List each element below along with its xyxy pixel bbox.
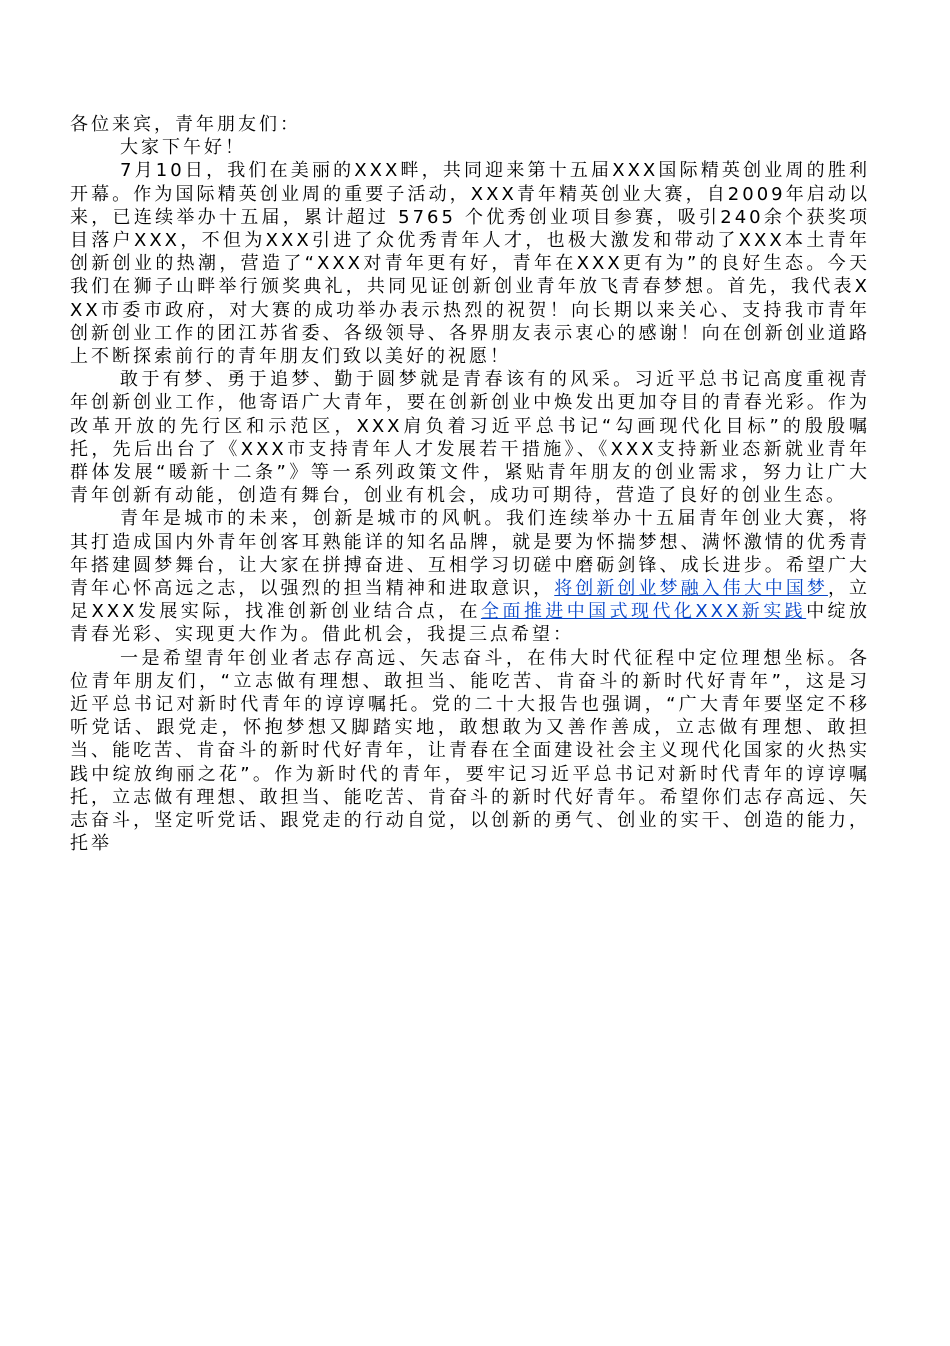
paragraph-hope-one: 一是希望青年创业者志存高远、矢志奋斗，在伟大时代征程中定位理想坐标。各位青年朋友们，“立志做有理想、敢担当、能吃苦、肯奋斗的新时代好青年”，这是习近平总书记对新时代青年的谆谆嘱托。党的二十大报告也强调，“广大青年要坚定不移听党话、跟党走，怀抱梦想又脚踏实地，敢想敢为又善作善成，立志做有理想、敢担当、能吃苦、肯奋斗的新时代好青年，让青春在全面建设社会主义现代化国家的火热实践中绽放绚丽之花”。作为新时代的青年，要牢记习近平总书记对新时代青年的谆谆嘱托，立志做有理想、敢担当、能吃苦、肯奋斗的新时代好青年。希望你们志存高远、矢志奋斗，坚定听党话、跟党走的行动自觉，以创新的勇气、创业的实干、创造的能力，托举 (70, 647, 870, 855)
link-china-dream[interactable]: 将创新创业梦融入伟大中国梦 (554, 578, 828, 600)
greeting: 大家下午好！ (120, 137, 246, 159)
paragraph-dream: 敢于有梦、勇于追梦、勤于圆梦就是青春该有的风采。习近平总书记高度重视青年创新创业工作，他寄语广大青年，要在创新创业中焕发出更加夺目的青春光彩。作为改革开放的先行区和示范区，XXX肩负着习近平总书记“勾画现代化目标”的殷殷嘱托，先后出台了《XXX市支持青年人才发展若干措施》、《XXX支持新业态新就业青年群体发展“暖新十二条”》等一系列政策文件，紧贴青年朋友的创业需求，努力让广大青年创新有动能，创造有舞台，创业有机会，成功可期待，营造了良好的创业生态。 (70, 369, 870, 507)
paragraph-city-future-text-a: 青年是城市的未来，创新是城市的风帆。我们连续举办十五届青年创业大赛，将其打造成国内外青年创客耳熟能详的知名品牌，就是要为怀揣梦想、满怀激情的优秀青年搭建圆梦舞台，让大家在拼搏奋进、互相学习切磋中磨砺剑锋、成长进步。希望广大青年心怀高远之志，以强烈的担当精神和进取意识， (70, 508, 870, 600)
salutation: 各位来宾，青年朋友们： (70, 114, 301, 135)
paragraph-city-future-text-c: 中绽放青春光彩、实现更大作为。借此机会，我提三点希望： (70, 601, 870, 646)
paragraph-opening: 7月10日，我们在美丽的XXX畔，共同迎来第十五届XXX国际精英创业周的胜利开幕。作为国际精英创业周的重要子活动，XXX青年精英创业大赛，自2009年启动以来，已连续举办十五届，累计超过 5765 个优秀创业项目参赛，吸引240余个获奖项目落户XXX，不但为XXX引进了众优秀青年人才，也极大激发和带动了XXX本土青年创新创业的热潮，营造了“XXX对青年更有好，青年在XXX更有为”的良好生态。今天我们在狮子山畔举行颁奖典礼，共同见证创新创业青年放飞青春梦想。首先，我代表XXX市委市政府，对大赛的成功举办表示热烈的祝贺！向长期以来关心、支持我市青年创新创业工作的团江苏省委、各级领导、各界朋友表示衷心的感谢！向在创新创业道路上不断探索前行的青年朋友们致以美好的祝愿！ (70, 160, 870, 368)
link-modernization-practice[interactable]: 全面推进中国式现代化XXX新实践 (480, 601, 807, 623)
paragraph-city-future (70, 507, 870, 646)
speech-document (70, 113, 870, 856)
paragraph-city-future-text-b: ，立足XXX发展实际，找准创新创业结合点，在 (70, 578, 871, 623)
